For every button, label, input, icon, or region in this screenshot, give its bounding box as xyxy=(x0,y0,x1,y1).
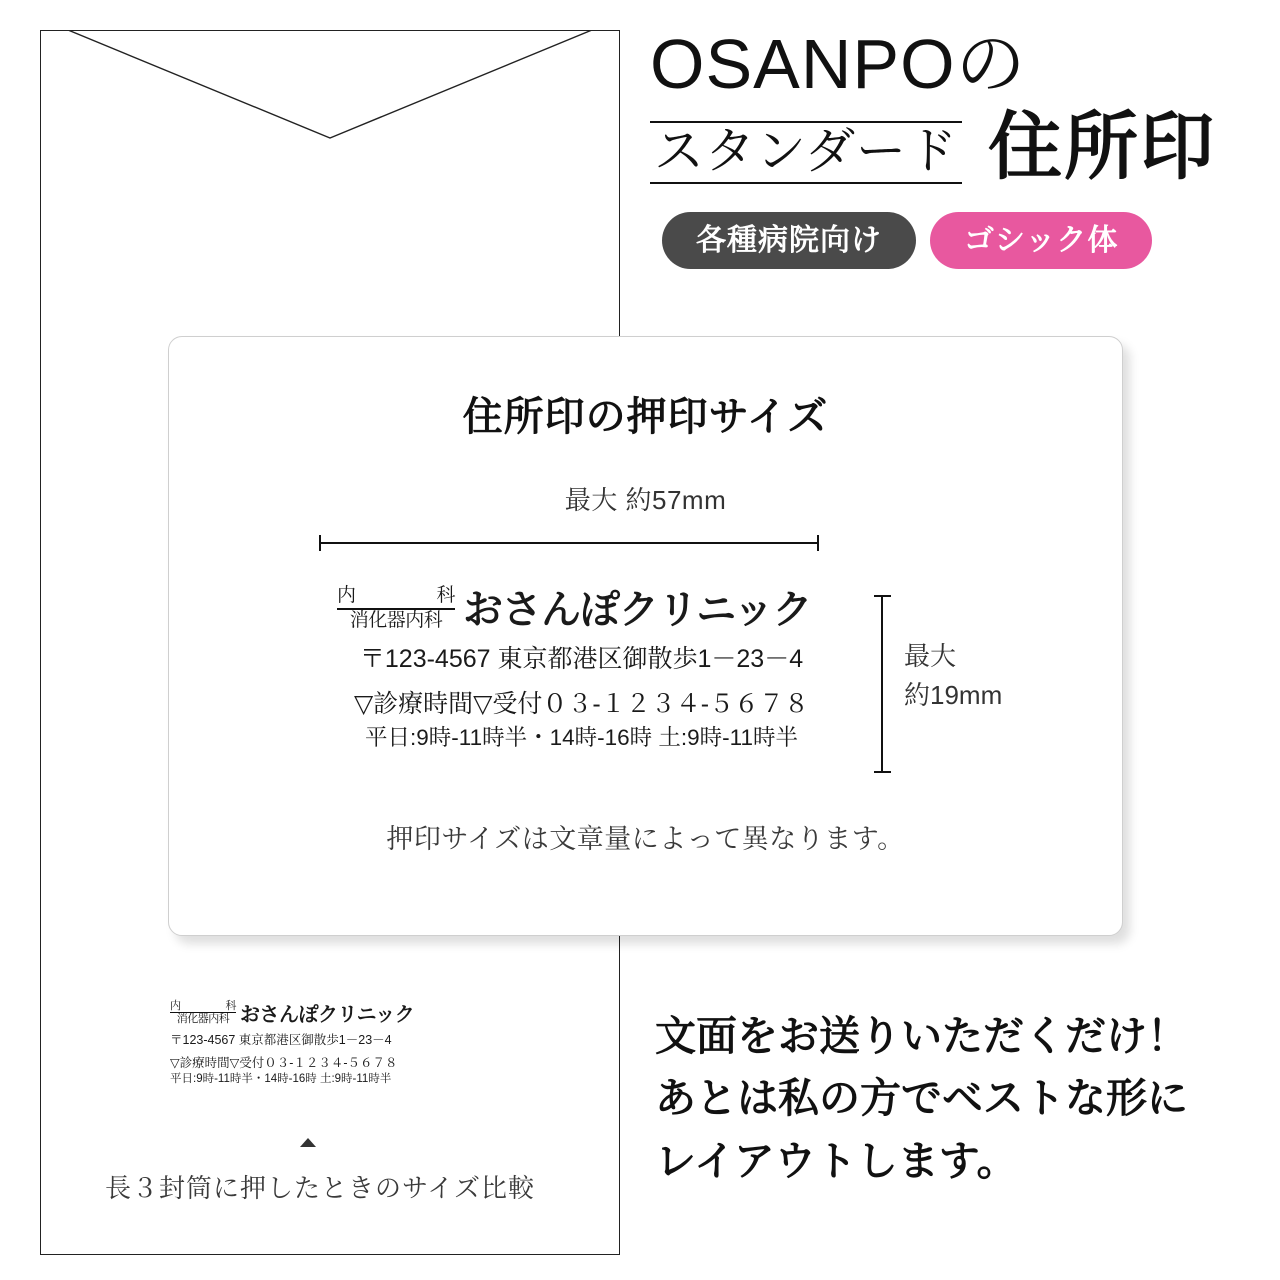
page-title-row2 xyxy=(650,104,1250,188)
height-measurement-label xyxy=(904,637,1002,715)
promo-message-line1: 文面をお送りいただくだけ！ xyxy=(655,1013,1188,1059)
stamp-clinic-name: おさんぽクリニック xyxy=(463,587,812,632)
promo-message-line3: レイアウトします。 xyxy=(655,1137,1018,1184)
stamp-sample xyxy=(319,575,844,760)
page-title-main: 住所印 xyxy=(988,104,1216,188)
stamp-dept-top-right: 科 xyxy=(436,585,455,606)
card-note: 押印サイズは文章量によって異なります。 xyxy=(386,824,905,854)
envelope-caption: 長３封筒に押したときのサイズ比較 xyxy=(105,1173,535,1203)
status-badge-target: 各種病院向け xyxy=(662,212,916,269)
height-label-line1: 最大 xyxy=(904,641,957,671)
stamp-dept-top-left: 内 xyxy=(337,585,356,606)
size-info-card xyxy=(168,336,1123,936)
header xyxy=(650,25,1250,269)
badge-group xyxy=(662,212,1250,269)
width-measurement-label: 最大 約57mm xyxy=(564,485,727,515)
stamp-dept-bottom: 消化器内科 xyxy=(349,609,443,631)
height-measurement-bar xyxy=(874,595,890,773)
envelope-stamp-clinic-line xyxy=(170,1000,500,1026)
envelope-stamp-hours: 平日:9時-11時半・14時-16時 土:9時-11時半 xyxy=(170,1072,392,1085)
height-label-line2: 約19mm xyxy=(904,680,1003,710)
promo-message xyxy=(655,1005,1265,1192)
card-title: 住所印の押印サイズ xyxy=(462,395,829,439)
stamp-address: 〒123-4567 東京都港区御散歩1－23－4 xyxy=(359,644,804,673)
dept-top-right: 科 xyxy=(225,1000,236,1012)
envelope-stamp-reception: ▽診療時間▽受付０３-１２３４-５６７８ xyxy=(170,1055,398,1070)
width-measurement-bar xyxy=(319,535,819,549)
page-title-line1: OSANPOの xyxy=(650,25,1027,103)
stamp-reception: ▽診療時間▽受付０３-１２３４-５６７８ xyxy=(353,690,810,719)
envelope-flap xyxy=(40,30,620,140)
title-standard-label: スタンダード xyxy=(650,121,962,184)
dept-top-left: 内 xyxy=(170,1000,181,1012)
up-arrow-icon xyxy=(300,1138,316,1147)
envelope-stamp-clinic-name: おさんぽクリニック xyxy=(240,1003,415,1026)
promo-message-line2: あとは私の方でベストな形に xyxy=(655,1075,1188,1122)
envelope-stamp-address: 〒123-4567 東京都港区御散歩1－23－4 xyxy=(170,1032,392,1047)
stamp-clinic-line xyxy=(323,585,840,632)
envelope-stamp-department xyxy=(170,1000,236,1026)
envelope-stamp-sample xyxy=(170,1000,500,1087)
stamp-hours: 平日:9時-11時半・14時-16時 土:9時-11時半 xyxy=(364,724,799,750)
stamp-department xyxy=(337,585,455,632)
dept-bottom: 消化器内科 xyxy=(176,1013,230,1026)
status-badge-font: ゴシック体 xyxy=(930,212,1152,269)
